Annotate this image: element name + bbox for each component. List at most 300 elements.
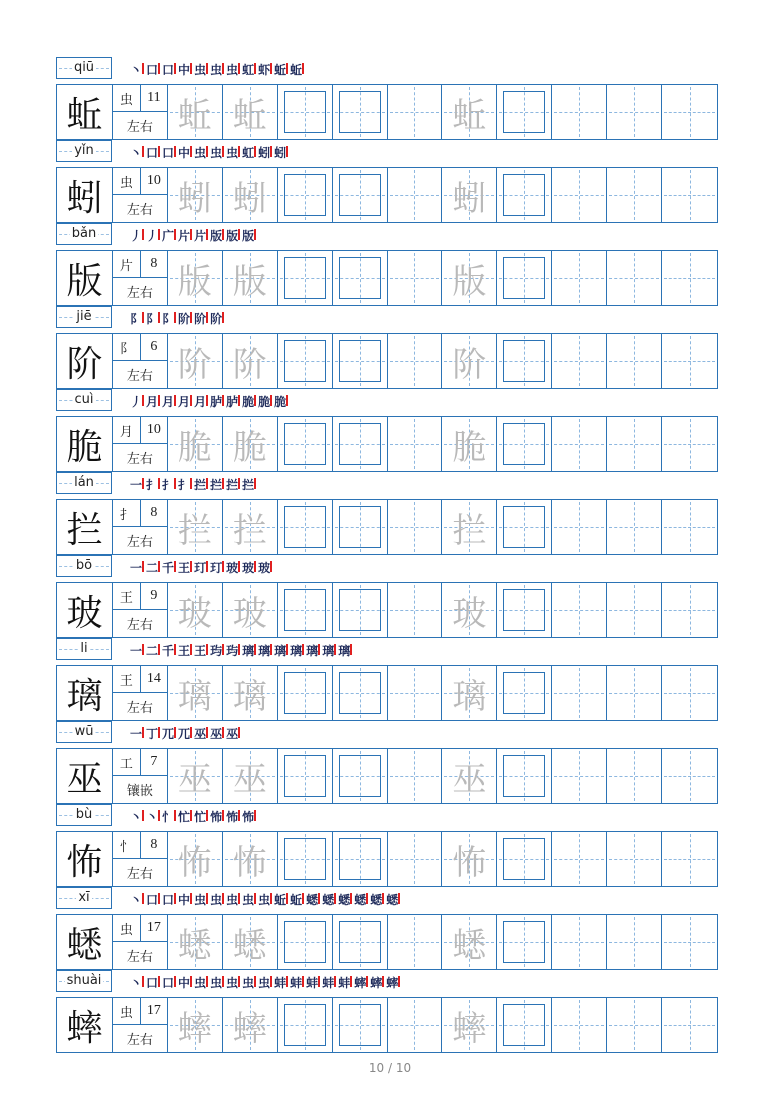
stroke-step: 蟋 <box>306 892 319 907</box>
radical-label: 虫 <box>113 168 141 194</box>
writing-cell[interactable] <box>388 749 443 803</box>
writing-cell[interactable] <box>223 500 278 554</box>
writing-cell[interactable] <box>278 915 333 969</box>
writing-cell[interactable] <box>333 251 388 305</box>
trace-character: 阶 <box>232 344 267 385</box>
structure-label: 镶嵌 <box>126 784 153 799</box>
writing-cell[interactable] <box>333 417 388 471</box>
stroke-step: 虫 <box>226 62 239 77</box>
writing-cell[interactable] <box>607 334 662 388</box>
stroke-step: 中 <box>178 62 191 77</box>
writing-cell[interactable] <box>552 334 607 388</box>
writing-cell[interactable] <box>662 666 717 720</box>
stroke-step: 璃 <box>322 643 335 658</box>
stroke-step: 虫 <box>242 975 255 990</box>
stroke-step: 忄 <box>162 809 175 824</box>
writing-cell[interactable] <box>388 417 443 471</box>
writing-cell[interactable] <box>168 500 223 554</box>
writing-cell[interactable] <box>607 85 662 139</box>
stroke-step: 虫 <box>226 975 239 990</box>
writing-cell[interactable] <box>333 749 388 803</box>
stroke-order <box>130 889 398 909</box>
stroke-step: 蚯 <box>274 62 287 77</box>
writing-cell[interactable] <box>223 749 278 803</box>
trace-character: 玻 <box>232 593 267 634</box>
model-character: 阶 <box>57 334 113 388</box>
writing-cell[interactable] <box>552 666 607 720</box>
writing-cell[interactable] <box>552 417 607 471</box>
writing-cell[interactable] <box>333 998 388 1052</box>
writing-cell[interactable] <box>442 998 497 1052</box>
radical-label: 月 <box>113 417 141 443</box>
radical-label: 王 <box>113 583 141 609</box>
stroke-step: 丶 <box>130 892 143 907</box>
inner-guide-box <box>503 1004 545 1046</box>
writing-cell[interactable] <box>333 832 388 886</box>
pinyin-label: bǎn <box>71 226 97 241</box>
writing-cell[interactable] <box>168 251 223 305</box>
writing-cell[interactable] <box>662 749 717 803</box>
stroke-step: 兀 <box>178 726 191 741</box>
writing-cell[interactable] <box>168 832 223 886</box>
radical-label: 王 <box>113 666 141 692</box>
stroke-count: 9 <box>150 588 158 603</box>
trace-character: 巫 <box>177 759 212 800</box>
stroke-step: 蚌 <box>290 975 303 990</box>
stroke-step: 虫 <box>258 975 271 990</box>
writing-cell[interactable] <box>442 915 497 969</box>
pinyin-label: shuài <box>66 973 102 988</box>
stroke-step: 蟀 <box>354 975 367 990</box>
writing-cell[interactable] <box>442 583 497 637</box>
trace-character: 蟋 <box>452 925 487 966</box>
stroke-step: 虫 <box>194 975 207 990</box>
stroke-step: 巫 <box>226 726 239 741</box>
writing-cell[interactable] <box>333 500 388 554</box>
writing-cell[interactable] <box>278 583 333 637</box>
stroke-step: 扌 <box>178 477 191 492</box>
writing-cell[interactable] <box>168 85 223 139</box>
inner-guide-box <box>503 174 545 216</box>
model-character: 蚓 <box>57 168 113 222</box>
stroke-step: 口 <box>146 975 159 990</box>
stroke-step: 虫 <box>226 145 239 160</box>
writing-cell[interactable] <box>497 998 552 1052</box>
stroke-step: 一 <box>130 477 143 492</box>
writing-cell[interactable] <box>223 85 278 139</box>
writing-cell[interactable] <box>333 583 388 637</box>
stroke-step: 怖 <box>210 809 223 824</box>
stroke-step: 蚓 <box>258 145 271 160</box>
writing-cell[interactable] <box>552 583 607 637</box>
character-entry <box>56 472 718 555</box>
writing-cell[interactable] <box>278 251 333 305</box>
inner-guide-box <box>503 589 545 631</box>
radical-label: 片 <box>113 251 141 277</box>
writing-cell[interactable] <box>168 334 223 388</box>
writing-cell[interactable] <box>662 417 717 471</box>
writing-cell[interactable] <box>223 998 278 1052</box>
stroke-step: 千 <box>162 643 175 658</box>
inner-guide-box <box>339 589 381 631</box>
trace-character: 怖 <box>177 842 212 883</box>
writing-cell[interactable] <box>662 998 717 1052</box>
stroke-step: 玙 <box>210 643 223 658</box>
writing-cell[interactable] <box>662 500 717 554</box>
character-info <box>113 915 168 969</box>
inner-guide-box <box>284 921 326 963</box>
stroke-order <box>130 391 286 411</box>
writing-cell[interactable] <box>168 998 223 1052</box>
writing-cell[interactable] <box>497 334 552 388</box>
writing-cell[interactable] <box>223 583 278 637</box>
stroke-order <box>130 806 254 826</box>
pinyin-box <box>56 887 112 909</box>
writing-cell[interactable] <box>497 500 552 554</box>
writing-cell[interactable] <box>442 334 497 388</box>
stroke-step: 口 <box>146 892 159 907</box>
writing-cell[interactable] <box>168 583 223 637</box>
structure-label: 左右 <box>126 618 153 633</box>
stroke-step: 虫 <box>210 62 223 77</box>
writing-cell[interactable] <box>333 334 388 388</box>
pinyin-label: li <box>80 641 88 656</box>
writing-cell[interactable] <box>607 500 662 554</box>
writing-cell[interactable] <box>223 334 278 388</box>
stroke-step: 月 <box>194 394 207 409</box>
stroke-step: 虫 <box>194 62 207 77</box>
stroke-step: 玙 <box>226 643 239 658</box>
trace-character: 版 <box>177 261 212 302</box>
writing-cell[interactable] <box>333 168 388 222</box>
writing-cell[interactable] <box>552 251 607 305</box>
stroke-count: 7 <box>150 754 158 769</box>
writing-cell[interactable] <box>168 915 223 969</box>
stroke-step: 虫 <box>210 892 223 907</box>
writing-cell[interactable] <box>662 583 717 637</box>
stroke-step: 口 <box>146 62 159 77</box>
stroke-step: 扌 <box>162 477 175 492</box>
writing-cell[interactable] <box>497 168 552 222</box>
writing-cell[interactable] <box>607 915 662 969</box>
stroke-step: 忙 <box>178 809 191 824</box>
inner-guide-box <box>284 506 326 548</box>
character-entry <box>56 721 718 804</box>
structure-label: 左右 <box>126 701 153 716</box>
info-top <box>113 168 167 195</box>
writing-cell[interactable] <box>552 500 607 554</box>
writing-cell[interactable] <box>168 666 223 720</box>
writing-cell[interactable] <box>552 168 607 222</box>
stroke-count: 11 <box>147 90 161 105</box>
structure-label: 左右 <box>126 1033 153 1048</box>
trace-character: 玻 <box>177 593 212 634</box>
writing-cell[interactable] <box>223 417 278 471</box>
stroke-order <box>130 972 398 992</box>
stroke-step: 阝 <box>130 311 143 326</box>
stroke-step: 兀 <box>162 726 175 741</box>
writing-cell[interactable] <box>497 832 552 886</box>
info-top <box>113 500 167 527</box>
pinyin-label: lán <box>74 475 94 490</box>
character-info <box>113 500 168 554</box>
stroke-step: 千 <box>162 560 175 575</box>
stroke-step: 蚌 <box>306 975 319 990</box>
model-character: 怖 <box>57 832 113 886</box>
writing-cell[interactable] <box>278 334 333 388</box>
stroke-step: 璃 <box>242 643 255 658</box>
stroke-step: 脆 <box>242 394 255 409</box>
page-number: 10 / 10 <box>368 1061 412 1075</box>
writing-cell[interactable] <box>388 251 443 305</box>
stroke-step: 玻 <box>258 560 271 575</box>
writing-cell[interactable] <box>278 666 333 720</box>
inner-guide-box <box>503 672 545 714</box>
pinyin-label: cuì <box>74 392 94 407</box>
writing-cell[interactable] <box>388 832 443 886</box>
writing-cell[interactable] <box>497 915 552 969</box>
practice-row <box>56 831 718 887</box>
writing-cell[interactable] <box>388 85 443 139</box>
stroke-step: 一 <box>130 726 143 741</box>
trace-character: 蟀 <box>177 1008 212 1049</box>
writing-cell[interactable] <box>388 500 443 554</box>
stroke-step: 口 <box>146 145 159 160</box>
character-entry <box>56 804 718 887</box>
writing-cell[interactable] <box>223 666 278 720</box>
writing-cell[interactable] <box>497 666 552 720</box>
inner-guide-box <box>503 921 545 963</box>
stroke-step: 中 <box>178 975 191 990</box>
stroke-step: 口 <box>162 62 175 77</box>
pinyin-box <box>56 389 112 411</box>
stroke-step: 巫 <box>194 726 207 741</box>
writing-cell[interactable] <box>497 583 552 637</box>
writing-cell[interactable] <box>442 417 497 471</box>
stroke-order <box>130 59 302 79</box>
trace-character: 蚓 <box>177 178 212 219</box>
structure-label: 左右 <box>126 203 153 218</box>
trace-character: 版 <box>232 261 267 302</box>
stroke-step: 丿 <box>146 228 159 243</box>
structure-label: 左右 <box>126 452 153 467</box>
writing-cell[interactable] <box>552 749 607 803</box>
character-entry <box>56 638 718 721</box>
writing-cell[interactable] <box>388 334 443 388</box>
radical-label: 阝 <box>113 334 141 360</box>
writing-cell[interactable] <box>607 666 662 720</box>
writing-cell[interactable] <box>552 915 607 969</box>
pinyin-box <box>56 472 112 494</box>
inner-guide-box <box>503 506 545 548</box>
stroke-step: 二 <box>146 560 159 575</box>
radical-label: 工 <box>113 749 141 775</box>
stroke-step: 丶 <box>146 809 159 824</box>
model-character: 脆 <box>57 417 113 471</box>
model-character: 蚯 <box>57 85 113 139</box>
trace-character: 怖 <box>452 842 487 883</box>
stroke-step: 王 <box>178 560 191 575</box>
writing-cell[interactable] <box>278 417 333 471</box>
writing-cell[interactable] <box>442 749 497 803</box>
writing-cell[interactable] <box>552 998 607 1052</box>
writing-cell[interactable] <box>497 417 552 471</box>
trace-character: 脆 <box>452 427 487 468</box>
radical-label: 虫 <box>113 85 141 111</box>
character-entry <box>56 223 718 306</box>
stroke-count: 6 <box>150 339 158 354</box>
stroke-step: 广 <box>162 228 175 243</box>
writing-cell[interactable] <box>497 251 552 305</box>
writing-cell[interactable] <box>223 168 278 222</box>
stroke-step: 蚌 <box>338 975 351 990</box>
inner-guide-box <box>503 423 545 465</box>
trace-character: 蚯 <box>232 95 267 136</box>
writing-cell[interactable] <box>607 583 662 637</box>
practice-row <box>56 665 718 721</box>
writing-cell[interactable] <box>168 749 223 803</box>
writing-cell[interactable] <box>442 168 497 222</box>
stroke-step: 丶 <box>130 809 143 824</box>
stroke-step: 蚌 <box>322 975 335 990</box>
writing-cell[interactable] <box>388 666 443 720</box>
stroke-step: 虫 <box>242 892 255 907</box>
writing-cell[interactable] <box>607 417 662 471</box>
structure-label: 左右 <box>126 369 153 384</box>
pinyin-box <box>56 970 112 992</box>
writing-cell[interactable] <box>442 500 497 554</box>
writing-cell[interactable] <box>223 915 278 969</box>
writing-cell[interactable] <box>223 832 278 886</box>
writing-cell[interactable] <box>662 334 717 388</box>
stroke-step: 口 <box>162 892 175 907</box>
writing-cell[interactable] <box>388 915 443 969</box>
character-info <box>113 832 168 886</box>
writing-cell[interactable] <box>607 251 662 305</box>
stroke-step: 胪 <box>210 394 223 409</box>
writing-cell[interactable] <box>278 500 333 554</box>
stroke-count: 8 <box>150 505 158 520</box>
practice-row <box>56 416 718 472</box>
pinyin-label: bō <box>75 558 93 573</box>
writing-cell[interactable] <box>662 251 717 305</box>
writing-cell[interactable] <box>662 85 717 139</box>
stroke-step: 片 <box>194 228 207 243</box>
stroke-step: 月 <box>178 394 191 409</box>
writing-cell[interactable] <box>442 85 497 139</box>
writing-cell[interactable] <box>333 85 388 139</box>
character-info <box>113 85 168 139</box>
writing-cell[interactable] <box>278 832 333 886</box>
stroke-step: 丶 <box>130 975 143 990</box>
trace-character: 阶 <box>177 344 212 385</box>
writing-cell[interactable] <box>442 251 497 305</box>
stroke-step: 玻 <box>242 560 255 575</box>
writing-cell[interactable] <box>442 666 497 720</box>
writing-cell[interactable] <box>497 85 552 139</box>
info-top <box>113 583 167 610</box>
writing-cell[interactable] <box>388 583 443 637</box>
inner-guide-box <box>339 423 381 465</box>
stroke-step: 丿 <box>130 228 143 243</box>
writing-cell[interactable] <box>607 749 662 803</box>
writing-cell[interactable] <box>662 168 717 222</box>
character-entry <box>56 306 718 389</box>
stroke-step: 丶 <box>130 62 143 77</box>
stroke-step: 阝 <box>146 311 159 326</box>
character-info <box>113 417 168 471</box>
info-top <box>113 251 167 278</box>
stroke-step: 蟋 <box>370 892 383 907</box>
trace-character: 蟋 <box>177 925 212 966</box>
writing-cell[interactable] <box>278 998 333 1052</box>
pinyin-box <box>56 721 112 743</box>
inner-guide-box <box>284 257 326 299</box>
model-character: 玻 <box>57 583 113 637</box>
writing-cell[interactable] <box>442 832 497 886</box>
writing-cell[interactable] <box>223 251 278 305</box>
inner-guide-box <box>503 838 545 880</box>
writing-cell[interactable] <box>662 915 717 969</box>
writing-cell[interactable] <box>662 832 717 886</box>
trace-character: 巫 <box>232 759 267 800</box>
stroke-step: 虫 <box>258 892 271 907</box>
stroke-step: 阶 <box>210 311 223 326</box>
stroke-step: 怖 <box>226 809 239 824</box>
writing-cell[interactable] <box>497 749 552 803</box>
writing-cell[interactable] <box>168 168 223 222</box>
stroke-step: 虫 <box>210 975 223 990</box>
writing-cell[interactable] <box>388 168 443 222</box>
writing-cell[interactable] <box>388 998 443 1052</box>
character-info <box>113 583 168 637</box>
trace-character: 璃 <box>177 676 212 717</box>
writing-cell[interactable] <box>607 998 662 1052</box>
stroke-step: 虫 <box>194 145 207 160</box>
stroke-step: 蟋 <box>354 892 367 907</box>
stroke-step: 玻 <box>226 560 239 575</box>
stroke-step: 丁 <box>146 726 159 741</box>
stroke-step: 中 <box>178 145 191 160</box>
writing-cell[interactable] <box>333 666 388 720</box>
character-entry <box>56 887 718 970</box>
trace-character: 拦 <box>177 510 212 551</box>
writing-cell[interactable] <box>168 417 223 471</box>
info-top <box>113 915 167 942</box>
writing-cell[interactable] <box>278 168 333 222</box>
model-character: 蟀 <box>57 998 113 1052</box>
inner-guide-box <box>503 91 545 133</box>
writing-cell[interactable] <box>607 832 662 886</box>
practice-row <box>56 84 718 140</box>
writing-cell[interactable] <box>333 915 388 969</box>
info-top <box>113 85 167 112</box>
stroke-step: 拦 <box>226 477 239 492</box>
structure-label: 左右 <box>126 120 153 135</box>
stroke-step: 虫 <box>226 892 239 907</box>
writing-cell[interactable] <box>607 168 662 222</box>
radical-label: 虫 <box>113 998 141 1024</box>
writing-cell[interactable] <box>278 749 333 803</box>
writing-cell[interactable] <box>278 85 333 139</box>
stroke-count: 8 <box>150 837 158 852</box>
writing-cell[interactable] <box>552 85 607 139</box>
character-info <box>113 334 168 388</box>
trace-character: 蚯 <box>452 95 487 136</box>
model-character: 巫 <box>57 749 113 803</box>
stroke-order <box>130 557 270 577</box>
writing-cell[interactable] <box>552 832 607 886</box>
